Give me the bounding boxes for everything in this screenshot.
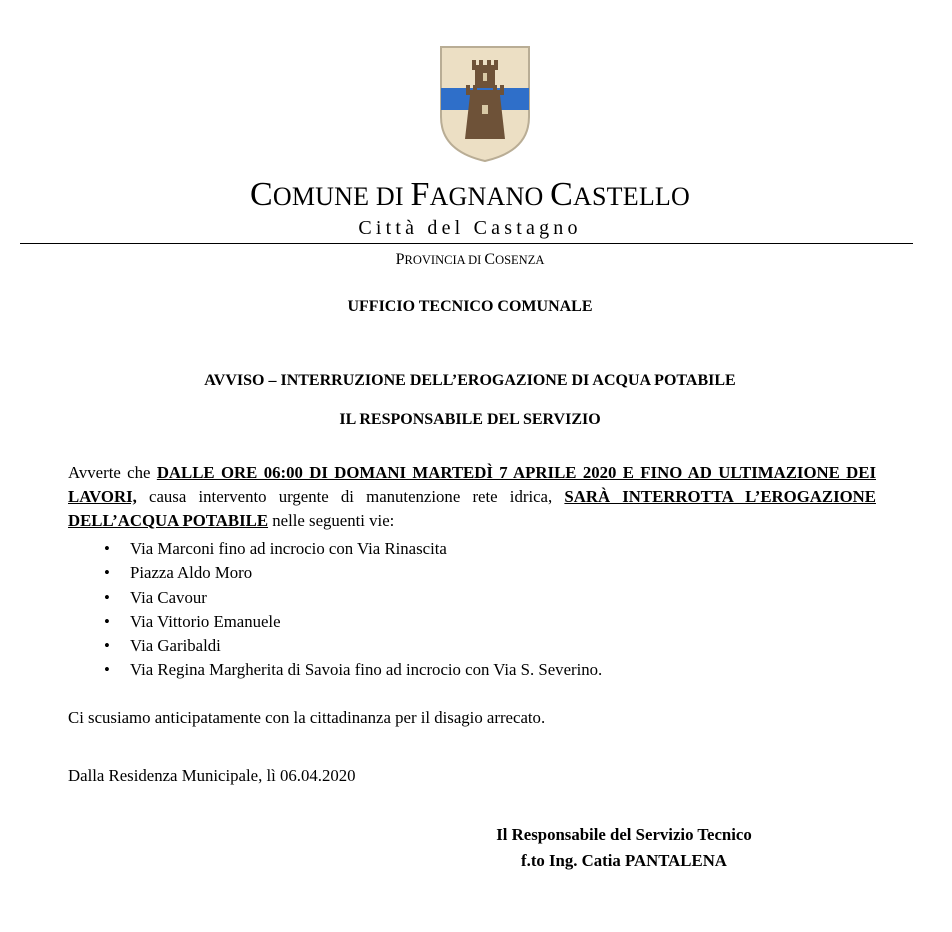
notice-title: AVVISO – INTERRUZIONE DELL’EROGAZIONE DI ACQUA POTABILE — [204, 372, 736, 389]
signature-role: Il Responsabile del Servizio Tecnico — [496, 825, 752, 844]
dateline: Dalla Residenza Municipale, lì 06.04.2020 — [68, 766, 356, 785]
body-middle: causa intervento urgente di manutenzione rete idrica, — [136, 487, 565, 506]
province-name: PROVINCIA DI COSENZA — [395, 251, 545, 268]
list-item: • Via Cavour — [100, 586, 602, 610]
municipal-crest — [437, 43, 533, 165]
list-item: • Via Garibaldi — [100, 634, 602, 658]
municipality-subtitle: Città del Castagno — [358, 217, 582, 239]
bullet-icon: • — [104, 587, 110, 607]
date-clause: DALLE ORE 06:00 DI DOMANI MARTEDÌ 7 APRILE 2020 E FINO AD ULTIMAZIONE DEI LAVORI, — [68, 463, 877, 506]
apology-text: Ci scusiamo anticipatamente con la cittadinanza per il disagio arrecato. — [68, 708, 546, 727]
responsible-heading: IL RESPONSABILE DEL SERVIZIO — [339, 411, 601, 428]
header-divider — [20, 243, 913, 244]
bullet-icon: • — [104, 539, 110, 558]
signature-block — [444, 822, 804, 874]
list-item: • Via Vittorio Emanuele — [100, 610, 602, 634]
interruption-clause: SARÀ INTERROTTA L’EROGAZIONE DELL’ACQUA POTABILE — [68, 487, 876, 530]
municipality-title: COMUNE DI FAGNANO CASTELLO — [250, 176, 690, 213]
signature-name: f.to Ing. Catia PANTALENA — [521, 851, 727, 870]
body-lead: Avverte che — [68, 463, 157, 482]
coat-of-arms-icon — [437, 43, 533, 165]
notice-body — [68, 461, 876, 533]
bullet-icon: • — [104, 636, 110, 656]
list-item: • Via Regina Margherita di Savoia fino ad incrocio con Via S. Severino. — [100, 658, 602, 682]
bullet-icon: • — [104, 611, 110, 631]
list-item: • Via Marconi fino ad incrocio con Via Rinascita — [100, 537, 602, 561]
list-item: • Piazza Aldo Moro — [100, 561, 602, 585]
office-heading: UFFICIO TECNICO COMUNALE — [347, 298, 593, 315]
body-tail: nelle seguenti vie: — [268, 511, 395, 530]
bullet-icon: • — [104, 660, 110, 680]
bullet-icon: • — [104, 563, 110, 583]
street-list — [100, 537, 602, 683]
